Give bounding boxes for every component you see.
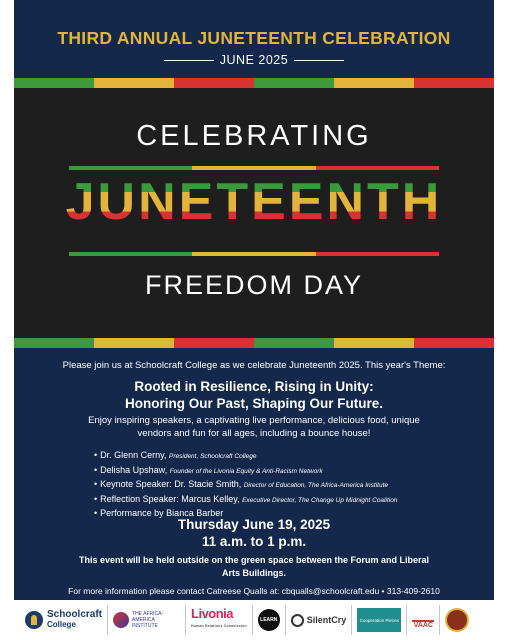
contact-info: For more information please contact Catreese Qualls at: cbqualls@schoolcraft.edu • 313-409-2610 <box>68 586 440 596</box>
vaac-name: VAAC <box>413 622 433 629</box>
event-location: This event will be held outside on the green space between the Forum and Liberal Arts Buildings. <box>78 555 430 578</box>
seal-icon <box>445 608 469 632</box>
event-date: Thursday June 19, 2025 <box>177 517 331 532</box>
sponsor-logo-strip <box>14 600 494 640</box>
divider-line <box>164 60 214 61</box>
speaker-role: Executive Director, The Change Up Midnight Coalition <box>242 496 398 504</box>
color-stripe-bottom <box>14 338 494 348</box>
schoolcraft-sub: College <box>47 620 76 629</box>
intro-text: Please join us at Schoolcraft College as we celebrate Juneteenth 2025. This year's Theme: <box>62 360 446 371</box>
speaker-item: • Performance by Bianca Barber <box>94 508 224 518</box>
speaker-role: President, Schoolcraft College <box>169 453 257 460</box>
livonia-logo <box>186 605 253 635</box>
africa-america-institute-icon <box>113 612 129 628</box>
hero-bottom-rule <box>69 252 439 256</box>
learn-logo <box>253 605 286 635</box>
header-band <box>14 0 494 78</box>
header-date-row <box>14 52 494 68</box>
speaker-name: Keynote Speaker: Dr. Stacie Smith, <box>100 479 244 489</box>
africa-america-name: THE AFRICA-AMERICA INSTITUTE <box>132 611 164 629</box>
speaker-name: Reflection Speaker: Marcus Kelley, <box>100 493 243 504</box>
speaker-item: • Keynote Speaker: Dr. Stacie Smith, Director of Education, The Africa-America Institute <box>94 479 388 489</box>
event-datetime <box>14 516 494 550</box>
learn-badge-icon: LEARN <box>258 609 280 631</box>
speaker-item: • Delisha Upshaw, Founder of the Livonia Equity & Anti-Racism Network <box>94 464 323 475</box>
hero-top-rule <box>69 166 439 170</box>
livonia-sub: Human Relations Commission <box>191 624 247 628</box>
speaker-item: • Dr. Glenn Cerny, President, Schoolcraft College <box>94 450 257 460</box>
divider-line <box>294 60 344 61</box>
speaker-name: Delisha Upshaw, <box>100 464 170 475</box>
theme-line-2: Honoring Our Past, Shaping Our Future. <box>124 396 383 411</box>
event-headline: THIRD ANNUAL JUNETEENTH CELEBRATION <box>57 28 451 48</box>
africa-america-logo <box>108 605 186 635</box>
speaker-role: Founder of the Livonia Equity & Anti-Racism Network <box>169 467 323 475</box>
vaac-logo-icon <box>412 610 434 622</box>
speaker-role: Director of Education, The Africa-America Institute <box>243 482 388 489</box>
cooperation-pieces-icon: Cooperation Pieces <box>357 608 401 632</box>
silentcry-name: SilentCry <box>306 615 347 625</box>
speaker-name: Performance by Bianca Barber <box>100 508 224 518</box>
silentcry-logo-icon <box>291 614 304 627</box>
activities-text: Enjoy inspiring speakers, a captivating live performance, delicious food, unique vendors and fun for all ages, including a bounce house! <box>88 415 420 439</box>
speaker-name: Dr. Glenn Cerny, <box>100 450 170 460</box>
schoolcraft-logo <box>20 605 108 635</box>
schoolcraft-logo-icon <box>25 611 43 629</box>
cooperation-pieces-logo <box>352 605 407 635</box>
hero-celebrating: CELEBRATING <box>136 120 372 152</box>
seal-logo <box>440 605 474 635</box>
header-date: JUNE 2025 <box>219 53 289 67</box>
juneteenth-flyer <box>14 0 494 600</box>
theme-line-1: Rooted in Resilience, Rising in Unity: <box>134 379 374 394</box>
vaac-logo <box>407 605 440 635</box>
color-stripe-top <box>14 78 494 88</box>
livonia-logo-icon <box>191 607 247 633</box>
schoolcraft-name: Schoolcraft <box>47 609 103 620</box>
theme-text <box>14 378 494 412</box>
hero-juneteenth: JUNETEENTH <box>14 172 494 232</box>
event-time: 11 a.m. to 1 p.m. <box>201 534 307 549</box>
livonia-name: Livonia <box>191 606 234 621</box>
speaker-list <box>94 449 484 522</box>
speaker-item: • Reflection Speaker: Marcus Kelley, Executive Director, The Change Up Midnight Coalition <box>94 493 398 504</box>
silentcry-logo <box>286 605 353 635</box>
hero-freedom-day: FREEDOM DAY <box>144 270 363 300</box>
